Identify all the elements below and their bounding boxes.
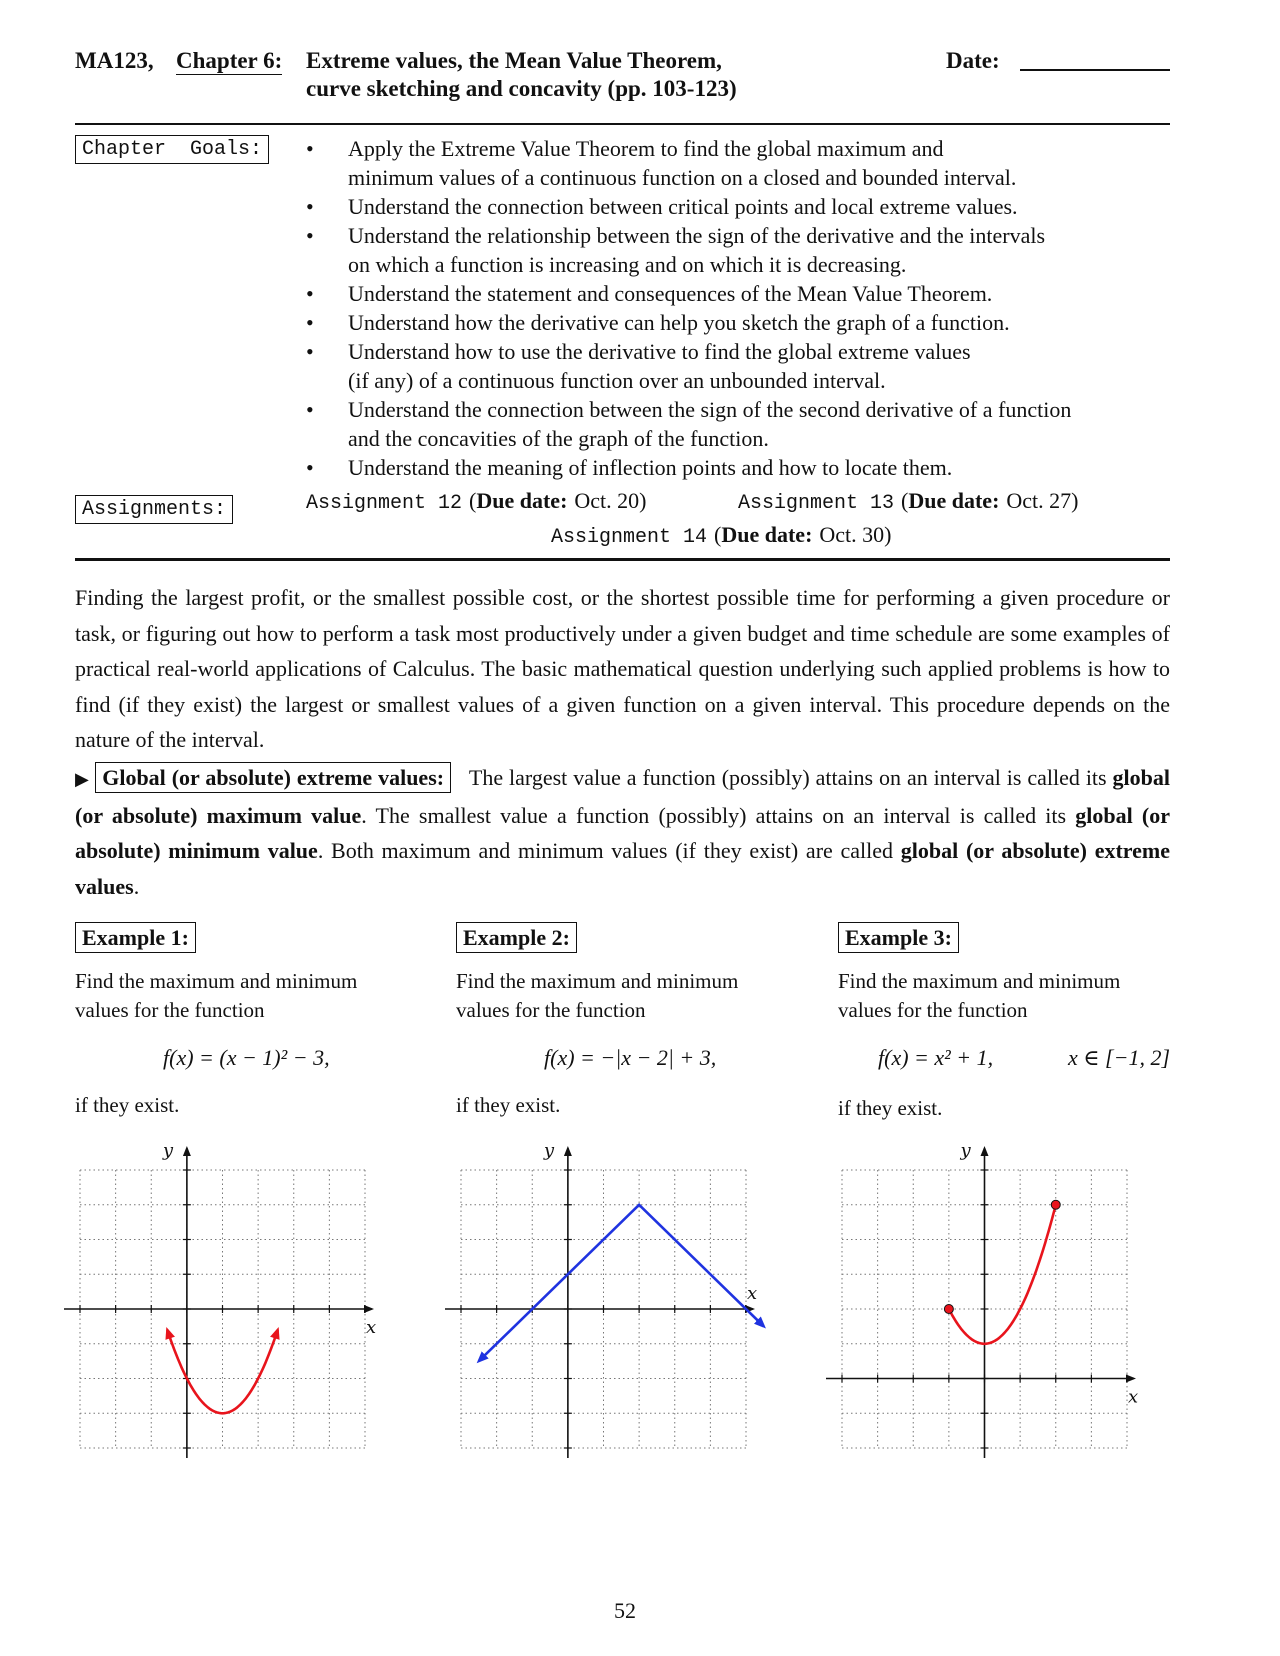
goal-text-line: (if any) of a continuous function over an unbounded interval.: [348, 368, 886, 393]
example-3: [838, 925, 1178, 1123]
goal-text-line: Understand the connection between critical points and local extreme values.: [348, 194, 1018, 219]
goal-text: [348, 134, 1168, 192]
goal-text-line: on which a function is increasing and on which it is decreasing.: [348, 252, 907, 277]
example-formula: f(x) = x² + 1,: [878, 1045, 994, 1070]
example-1: [75, 925, 405, 1120]
definition-text-3: . Both maximum and minimum values (if they exist) are called: [317, 838, 894, 863]
assignment-14: [551, 522, 892, 549]
example-2-graph: [441, 1140, 771, 1460]
bullet-icon: •: [306, 194, 314, 219]
example-text-line1: Find the maximum and minimum: [75, 969, 358, 993]
bullet-icon: •: [306, 339, 314, 364]
date-label: Date:: [946, 48, 1000, 73]
example-text-line1: Find the maximum and minimum: [838, 969, 1121, 993]
goal-text: [348, 337, 1168, 395]
example-after-text: if they exist.: [838, 1096, 943, 1120]
function-curve: [479, 1205, 764, 1361]
due-date-label: Due date:: [908, 488, 1000, 513]
assignment-name: Assignment 13: [738, 492, 895, 515]
goal-text-line: Understand the relationship between the sign of the derivative and the intervals: [348, 223, 1046, 248]
goal-text: [348, 192, 1168, 221]
x-axis-label: x: [366, 1317, 377, 1338]
chapter-title-line1: Extreme values, the Mean Value Theorem,: [306, 48, 722, 73]
definition-paragraph: [75, 760, 1170, 904]
y-axis-label: y: [960, 1140, 971, 1161]
page-number: 52: [614, 1598, 636, 1623]
bullet-icon: •: [306, 223, 314, 248]
definition-text-2: . The smallest value a function (possibly) attains on an interval is called its: [361, 802, 1067, 828]
assignment-13: [738, 488, 1079, 515]
x-axis-label: x: [1128, 1386, 1139, 1408]
goal-text: [348, 453, 1168, 482]
goal-text-line: Understand the connection between the sign of the second derivative of a function: [348, 397, 1072, 422]
goal-text: [348, 279, 1168, 308]
example-2: [456, 925, 786, 1120]
goal-text-line: and the concavities of the graph of the function.: [348, 426, 769, 451]
definition-heading: Global (or absolute) extreme values:: [95, 762, 451, 793]
assignment-paren: (: [901, 488, 909, 513]
chapter-title-line2: curve sketching and concavity (pp. 103-123): [306, 76, 737, 101]
y-axis-label: y: [543, 1140, 555, 1161]
intro-paragraph: Finding the largest profit, or the smallest possible cost, or the shortest possible time for performing a given procedure or task, or figuring out how to perform a task most productively under a given budget and time schedule are some examples of practical real-world applications of Calculus. The basic mathematical question underlying such applied problems is how to find (if they exist) the largest or smallest values of a given function on a given interval. This procedure depends on the nature of the interval.: [75, 585, 1170, 752]
endpoint-left: [944, 1305, 953, 1314]
definition-text-1: The largest value a function (possibly) attains on an interval is called its: [468, 765, 1107, 790]
assignment-name: Assignment 14: [551, 526, 708, 549]
example-text-line1: Find the maximum and minimum: [456, 969, 739, 993]
example-after-text: if they exist.: [456, 1093, 561, 1117]
due-date-label: Due date:: [721, 522, 813, 547]
example-title: Example 2:: [456, 922, 577, 953]
example-text-line2: values for the function: [456, 998, 646, 1022]
example-after-text: if they exist.: [75, 1093, 180, 1117]
goal-text-line: Apply the Extreme Value Theorem to find the global maximum and: [348, 136, 944, 161]
due-date-label: Due date:: [476, 488, 568, 513]
goals-bottom-rule: [75, 558, 1170, 561]
due-date-value: Oct. 27): [1006, 488, 1079, 513]
example-title: Example 1:: [75, 922, 196, 953]
assignment-paren: (: [469, 488, 477, 513]
goal-text-line: Understand the statement and consequences of the Mean Value Theorem.: [348, 281, 993, 306]
example-formula: f(x) = −|x − 2| + 3,: [544, 1045, 717, 1070]
bullet-icon: •: [306, 136, 314, 161]
assignment-name: Assignment 12: [306, 492, 463, 515]
bullet-icon: •: [306, 455, 314, 480]
definition-term-extreme: global (or absolute) extreme values: [75, 838, 1171, 899]
bullet-icon: •: [306, 281, 314, 306]
example-text-line2: values for the function: [838, 998, 1028, 1022]
example-formula: f(x) = (x − 1)² − 3,: [163, 1045, 330, 1070]
chapter-label: Chapter 6:: [176, 48, 283, 73]
example-text-line2: values for the function: [75, 998, 265, 1022]
date-blank-line: [1020, 69, 1170, 71]
y-axis-label: y: [162, 1140, 174, 1161]
triangle-bullet-icon: ▶: [75, 769, 90, 789]
endpoint-right: [1051, 1200, 1060, 1209]
assignment-paren: (: [714, 522, 722, 547]
header-rule: [75, 123, 1170, 125]
goal-text: [348, 395, 1168, 453]
chapter-goals-label: Chapter Goals:: [75, 135, 269, 164]
due-date-value: Oct. 20): [574, 488, 647, 513]
x-axis-label: x: [747, 1283, 758, 1304]
goal-text: [348, 308, 1168, 337]
definition-term-min: global (or absolute) minimum value: [75, 802, 1170, 863]
course-code: MA123,: [75, 48, 154, 73]
due-date-value: Oct. 30): [819, 522, 892, 547]
goal-text-line: minimum values of a continuous function on a closed and bounded interval.: [348, 165, 1017, 190]
definition-text-4: .: [133, 873, 140, 899]
example-3-graph: [822, 1140, 1152, 1460]
goal-text-line: Understand how to use the derivative to find the global extreme values: [348, 339, 971, 364]
definition-term-max: global (or absolute) maximum value: [75, 765, 1171, 828]
goal-text-line: Understand how the derivative can help you sketch the graph of a function.: [348, 310, 1010, 335]
example-title: Example 3:: [838, 922, 959, 953]
goal-text: [348, 221, 1168, 279]
bullet-icon: •: [306, 310, 314, 335]
assignments-label: Assignments:: [75, 495, 233, 524]
goal-text-line: Understand the meaning of inflection points and how to locate them.: [348, 455, 953, 480]
bullet-icon: •: [306, 397, 314, 422]
example-domain: x ∈ [−1, 2]: [1068, 1045, 1171, 1070]
example-1-graph: [60, 1140, 390, 1460]
assignment-12: [306, 488, 647, 515]
